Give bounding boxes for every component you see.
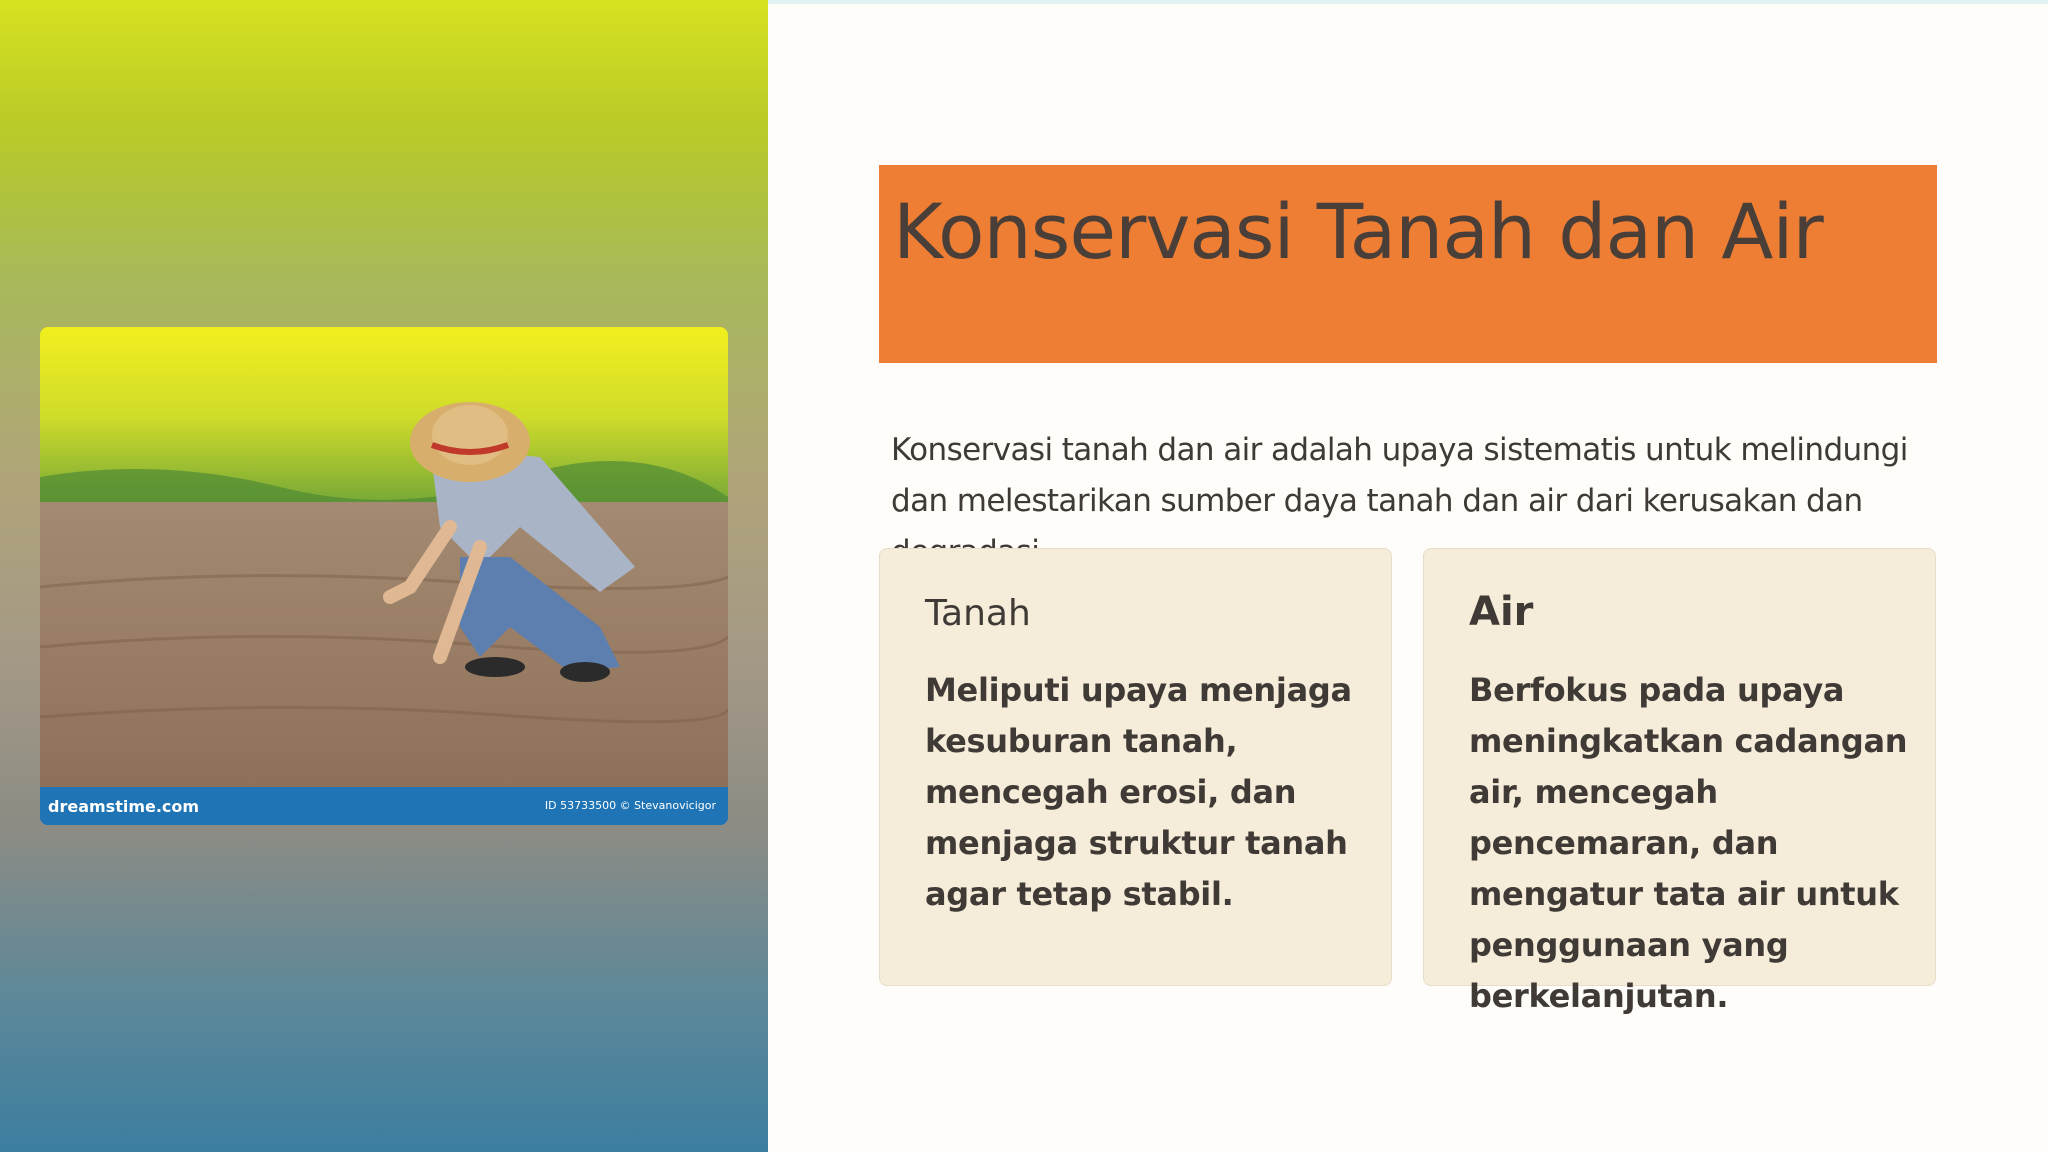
photo-brand: dreamstime.com	[48, 797, 200, 816]
card-tanah	[879, 548, 1392, 986]
card-body-air: Berfokus pada upaya meningkatkan cadangan air, mencegah pencemaran, dan mengatur tata air untuk penggunaan yang berkelanjutan.	[1469, 671, 1908, 1015]
photo-id: ID 53733500 © Stevanovicigor	[544, 799, 716, 812]
card-title-air: Air	[1469, 589, 1534, 635]
card-title-tanah: Tanah	[925, 593, 1031, 634]
card-body-tanah: Meliputi upaya menjaga kesuburan tanah, mencegah erosi, dan menjaga struktur tanah agar tetap stabil.	[925, 671, 1352, 913]
photo-watermark-bar	[40, 787, 728, 825]
intro-paragraph: Konservasi tanah dan air adalah upaya sistematis untuk melindungi dan melestarikan sumber daya tanah dan air dari kerusakan dan	[891, 432, 1908, 519]
farmer-illustration	[40, 327, 728, 825]
card-air	[1423, 548, 1936, 1015]
slide-title: Konservasi Tanah dan Air	[893, 187, 1823, 276]
title-banner	[879, 165, 1937, 363]
top-accent-strip	[768, 0, 2048, 4]
farmer-photo	[40, 327, 728, 825]
